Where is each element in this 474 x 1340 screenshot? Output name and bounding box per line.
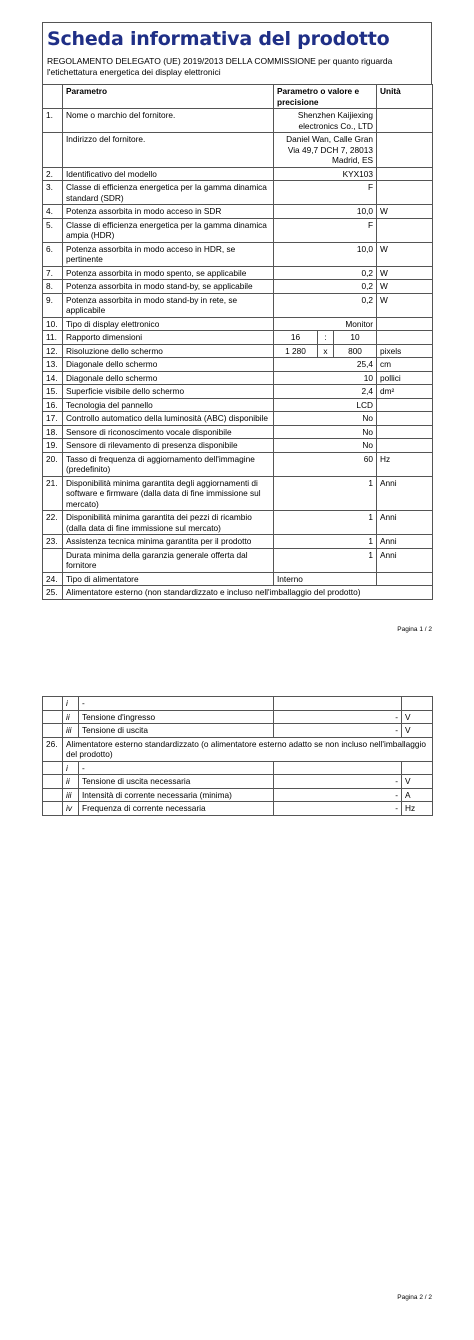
- row-number: 6.: [43, 242, 63, 266]
- row-parameter: Diagonale dello schermo: [63, 358, 274, 372]
- row-number: 11.: [43, 331, 63, 345]
- page-1: [0, 0, 474, 664]
- row-parameter: Nome o marchio del fornitore.: [63, 109, 274, 133]
- table-row: [43, 358, 433, 372]
- row-value: No: [274, 439, 377, 453]
- row-parameter: Potenza assorbita in modo acceso in SDR: [63, 205, 274, 219]
- row-number: [43, 697, 63, 711]
- row-unit: [377, 412, 433, 426]
- sub-row-parameter: Tensione di uscita: [79, 724, 274, 738]
- row-number: 4.: [43, 205, 63, 219]
- row-number: 2.: [43, 167, 63, 181]
- row-value: 1: [274, 476, 377, 511]
- sub-row: [43, 710, 433, 724]
- product-sheet: [42, 22, 432, 600]
- table-row: [43, 535, 433, 549]
- sub-row: [43, 761, 433, 775]
- sub-row: [43, 724, 433, 738]
- power-supply-table: [42, 696, 433, 816]
- row-unit: dm²: [377, 385, 433, 399]
- sub-row-parameter: Intensità di corrente necessaria (minima): [79, 788, 274, 802]
- row-parameter: Potenza assorbita in modo acceso in HDR, se pertinente: [63, 242, 274, 266]
- sub-row-parameter: Frequenza di corrente necessaria: [79, 802, 274, 816]
- sub-row-index: iii: [63, 724, 79, 738]
- table-row: [43, 439, 433, 453]
- row-value: Daniel Wan, Calle Gran Via 49,7 DCH 7, 28013 Madrid, ES: [274, 133, 377, 168]
- row-unit: Anni: [377, 511, 433, 535]
- row-number: 15.: [43, 385, 63, 399]
- row-value: 1: [274, 548, 377, 572]
- row-number: 22.: [43, 511, 63, 535]
- regulation-subtitle: REGOLAMENTO DELEGATO (UE) 2019/2013 DELLA COMMISSIONE per quanto riguarda l'etichettatura energetica dei display elettronici: [47, 56, 393, 77]
- row-number: [43, 802, 63, 816]
- row-number: 20.: [43, 452, 63, 476]
- row-value: LCD: [274, 398, 377, 412]
- row-value-a: 16: [274, 331, 318, 345]
- row-number: [43, 761, 63, 775]
- row-number: 25.: [43, 586, 63, 600]
- row-parameter: Assistenza tecnica minima garantita per il prodotto: [63, 535, 274, 549]
- row-parameter: Tecnologia del pannello: [63, 398, 274, 412]
- row-number: [43, 710, 63, 724]
- table-row: [43, 385, 433, 399]
- row-unit: Anni: [377, 476, 433, 511]
- row-number: 14.: [43, 371, 63, 385]
- row-value: 1: [274, 535, 377, 549]
- row-value: F: [274, 181, 377, 205]
- sub-row-value: -: [274, 775, 402, 789]
- row-value: Monitor: [274, 317, 377, 331]
- row-unit: Hz: [377, 452, 433, 476]
- table-row: [43, 317, 433, 331]
- table-row: [43, 452, 433, 476]
- table-row: [43, 133, 433, 168]
- row-unit: pollici: [377, 371, 433, 385]
- row-unit: W: [377, 266, 433, 280]
- row-value-b: 800: [334, 344, 377, 358]
- row-unit: W: [377, 205, 433, 219]
- table-row: [43, 218, 433, 242]
- row-parameter: Diagonale dello schermo: [63, 371, 274, 385]
- row-value: 25,4: [274, 358, 377, 372]
- row-parameter: Classe di efficienza energetica per la gamma dinamica ampia (HDR): [63, 218, 274, 242]
- table-row: [43, 266, 433, 280]
- table-row: [43, 425, 433, 439]
- row-number: 16.: [43, 398, 63, 412]
- row-parameter: Tipo di display elettronico: [63, 317, 274, 331]
- row-parameter: Potenza assorbita in modo stand-by in rete, se applicabile: [63, 293, 274, 317]
- row-unit: [377, 109, 433, 133]
- row-value-b: 10: [334, 331, 377, 345]
- row-parameter: Durata minima della garanzia generale offerta dal fornitore: [63, 548, 274, 572]
- sub-row-parameter: Tensione di uscita necessaria: [79, 775, 274, 789]
- sub-row-unit: A: [402, 788, 433, 802]
- table-row: [43, 331, 433, 345]
- row-parameter: Potenza assorbita in modo stand-by, se applicabile: [63, 280, 274, 294]
- row-value: 60: [274, 452, 377, 476]
- sub-row-index: iv: [63, 802, 79, 816]
- table-row: [43, 181, 433, 205]
- header-unit: Unità: [377, 85, 433, 109]
- row-value-a: 1 280: [274, 344, 318, 358]
- row-value: 2,4: [274, 385, 377, 399]
- sub-row: [43, 788, 433, 802]
- row-value: 0,2: [274, 266, 377, 280]
- sub-row-unit: V: [402, 724, 433, 738]
- row-number: 10.: [43, 317, 63, 331]
- sub-row-value: -: [274, 802, 402, 816]
- table-row: [43, 344, 433, 358]
- row-parameter: Sensore di rilevamento di presenza disponibile: [63, 439, 274, 453]
- sub-row-value: -: [274, 788, 402, 802]
- row-parameter: Indirizzo del fornitore.: [63, 133, 274, 168]
- row-number: [43, 724, 63, 738]
- row-parameter: Alimentatore esterno standardizzato (o alimentatore esterno adatto se non incluso nell'imballaggio del prodotto): [63, 737, 433, 761]
- row-parameter: Alimentatore esterno (non standardizzato e incluso nell'imballaggio del prodotto): [63, 586, 433, 600]
- row-value: F: [274, 218, 377, 242]
- row-value-separator: x: [318, 344, 334, 358]
- row-value: Shenzhen Kaijiexing electronics Co., LTD: [274, 109, 377, 133]
- sub-row-index: i: [63, 697, 79, 711]
- sub-row-value: [274, 761, 402, 775]
- table-row: [43, 109, 433, 133]
- row-unit: W: [377, 280, 433, 294]
- table-header-row: [43, 85, 433, 109]
- table-row: [43, 412, 433, 426]
- table-row: [43, 398, 433, 412]
- row-unit: [377, 218, 433, 242]
- row-number: 26.: [43, 737, 63, 761]
- row-number: 7.: [43, 266, 63, 280]
- row-parameter: Tasso di frequenza di aggiornamento dell'immagine (predefinito): [63, 452, 274, 476]
- sub-row-index: i: [63, 761, 79, 775]
- row-unit: [377, 331, 433, 345]
- row-unit: [377, 425, 433, 439]
- row-value: 10: [274, 371, 377, 385]
- row-parameter: Disponibilità minima garantita dei pezzi di ricambio (dalla data di fine immissione sul mercato): [63, 511, 274, 535]
- sub-row-parameter: Tensione d'ingresso: [79, 710, 274, 724]
- row-number: 5.: [43, 218, 63, 242]
- table-row: [43, 280, 433, 294]
- row-number: 1.: [43, 109, 63, 133]
- sub-row-unit: [402, 697, 433, 711]
- row-number: 8.: [43, 280, 63, 294]
- row-parameter: Potenza assorbita in modo spento, se applicabile: [63, 266, 274, 280]
- row-unit: [377, 181, 433, 205]
- table-row: [43, 293, 433, 317]
- row-number: 19.: [43, 439, 63, 453]
- row-parameter: Rapporto dimensioni: [63, 331, 274, 345]
- row-value: 0,2: [274, 293, 377, 317]
- row-number: 18.: [43, 425, 63, 439]
- row-unit: [377, 398, 433, 412]
- row-parameter: Disponibilità minima garantita degli aggiornamenti di software e firmware (dalla data di fine immissione sul mercato): [63, 476, 274, 511]
- sub-row-value: -: [274, 724, 402, 738]
- row-parameter: Identificativo del modello: [63, 167, 274, 181]
- table-row: [43, 476, 433, 511]
- row-value: 0,2: [274, 280, 377, 294]
- product-info-table: [42, 84, 433, 600]
- page-2: [0, 664, 474, 1340]
- sub-row-unit: V: [402, 775, 433, 789]
- row-unit: [377, 572, 433, 586]
- row-unit: W: [377, 293, 433, 317]
- row-value: 10,0: [274, 205, 377, 219]
- row-value: Interno: [274, 572, 377, 586]
- row-unit: [377, 167, 433, 181]
- row-unit: Anni: [377, 535, 433, 549]
- sub-row: [43, 802, 433, 816]
- table-row: [43, 548, 433, 572]
- row-unit: pixels: [377, 344, 433, 358]
- row-value: 10,0: [274, 242, 377, 266]
- row-number: 23.: [43, 535, 63, 549]
- row-value: KYX103: [274, 167, 377, 181]
- sub-row-unit: [402, 761, 433, 775]
- page-footer-2: Pagina 2 / 2: [397, 1294, 432, 1301]
- row-number: [43, 775, 63, 789]
- table-row-26: [43, 737, 433, 761]
- row-parameter: Risoluzione dello schermo: [63, 344, 274, 358]
- page-footer-1: Pagina 1 / 2: [397, 626, 432, 633]
- table-row: [43, 572, 433, 586]
- row-number: 3.: [43, 181, 63, 205]
- row-unit: Anni: [377, 548, 433, 572]
- sub-row-parameter: -: [79, 761, 274, 775]
- table-row: [43, 242, 433, 266]
- sub-row: [43, 697, 433, 711]
- sub-row: [43, 775, 433, 789]
- table-row: [43, 371, 433, 385]
- row-parameter: Sensore di riconoscimento vocale disponibile: [63, 425, 274, 439]
- row-number: 9.: [43, 293, 63, 317]
- sub-row-unit: V: [402, 710, 433, 724]
- row-unit: [377, 133, 433, 168]
- row-number: 21.: [43, 476, 63, 511]
- sheet-header: [42, 22, 432, 84]
- sub-row-index: iii: [63, 788, 79, 802]
- header-number-cell: [43, 85, 63, 109]
- row-number: [43, 788, 63, 802]
- row-number: 24.: [43, 572, 63, 586]
- row-parameter: Tipo di alimentatore: [63, 572, 274, 586]
- row-value-separator: :: [318, 331, 334, 345]
- header-param: Parametro: [63, 85, 274, 109]
- sub-row-value: -: [274, 710, 402, 724]
- row-parameter: Superficie visibile dello schermo: [63, 385, 274, 399]
- sub-row-value: [274, 697, 402, 711]
- row-number: 13.: [43, 358, 63, 372]
- row-parameter: Controllo automatico della luminosità (ABC) disponibile: [63, 412, 274, 426]
- row-unit: [377, 317, 433, 331]
- row-value: 1: [274, 511, 377, 535]
- row-unit: [377, 439, 433, 453]
- row-value: No: [274, 425, 377, 439]
- sub-row-index: ii: [63, 710, 79, 724]
- header-value: Parametro o valore e precisione: [274, 85, 377, 109]
- table-row-25: [43, 586, 433, 600]
- row-number: 17.: [43, 412, 63, 426]
- row-unit: W: [377, 242, 433, 266]
- sub-row-unit: Hz: [402, 802, 433, 816]
- row-value: No: [274, 412, 377, 426]
- table-row: [43, 511, 433, 535]
- sub-row-index: ii: [63, 775, 79, 789]
- sub-row-parameter: -: [79, 697, 274, 711]
- row-unit: cm: [377, 358, 433, 372]
- row-number: [43, 548, 63, 572]
- row-number: [43, 133, 63, 168]
- table-row: [43, 205, 433, 219]
- row-parameter: Classe di efficienza energetica per la gamma dinamica standard (SDR): [63, 181, 274, 205]
- page-title: Scheda informativa del prodotto: [47, 28, 390, 50]
- row-number: 12.: [43, 344, 63, 358]
- table-row: [43, 167, 433, 181]
